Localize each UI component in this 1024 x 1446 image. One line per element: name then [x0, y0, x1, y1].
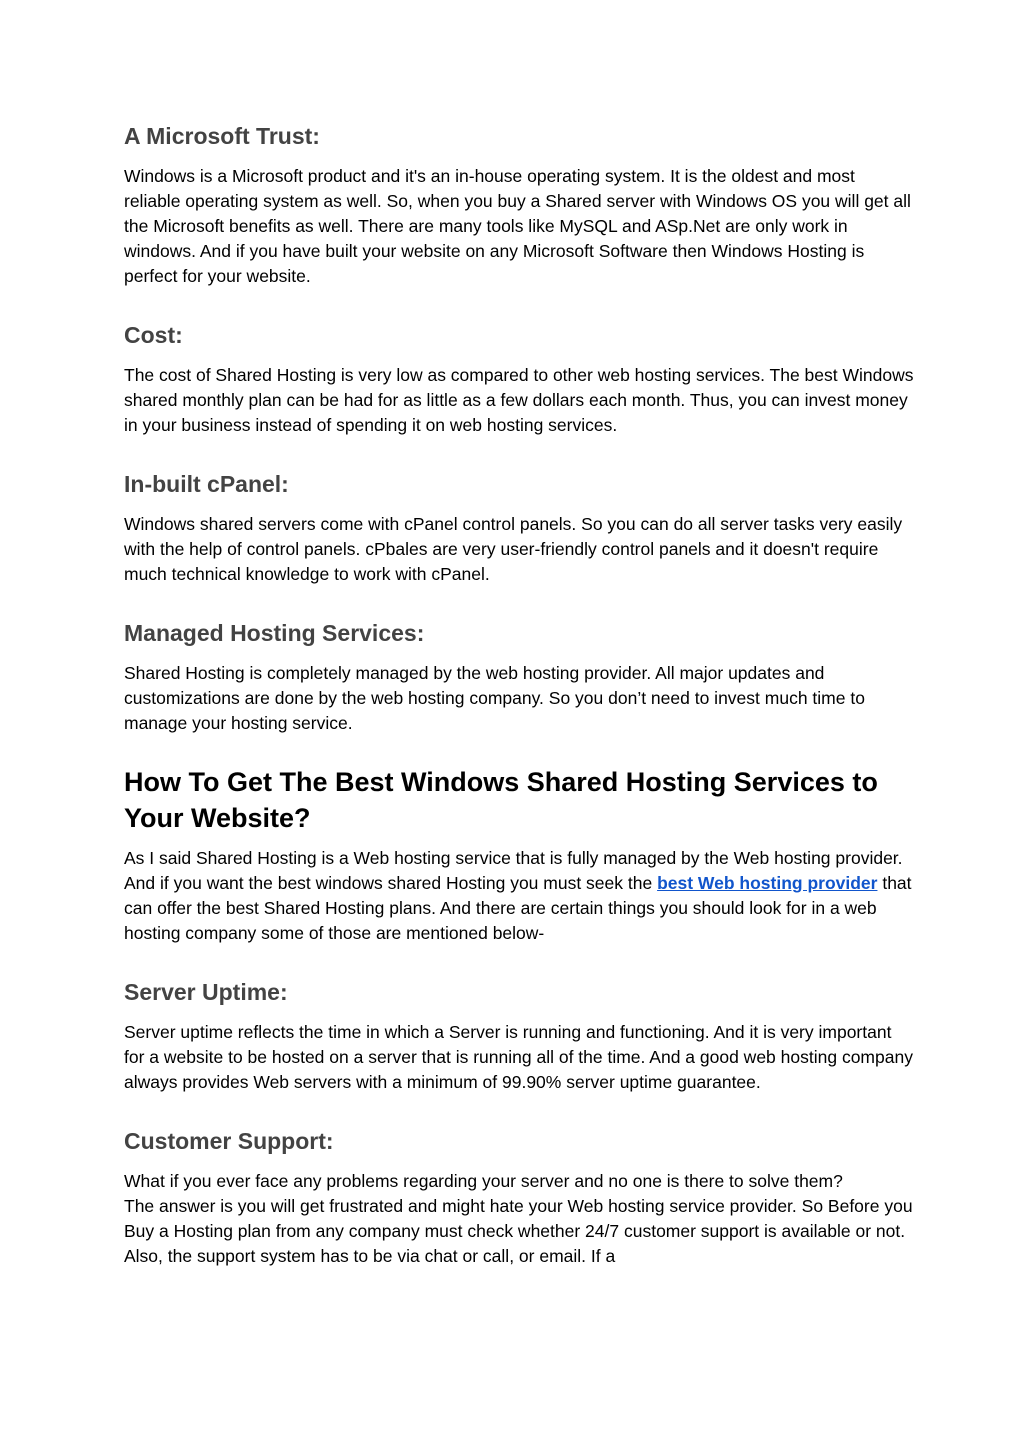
section-body: What if you ever face any problems regarding your server and no one is there to solve them? — [124, 1171, 843, 1191]
section-heading: Server Uptime: — [124, 979, 288, 1005]
section-heading: Managed Hosting Services: — [124, 620, 425, 646]
section-body: Windows is a Microsoft product and it's an in-house operating system. It is the oldest and most reliable operating system as well. So, when you buy a Shared server with Windows OS you will get all the Microsoft benefits as well. There are many tools like MySQL and ASp.Net are only work in windows. And if you have built your website on any Microsoft Software then Windows Hosting is perfect for your website. — [124, 166, 911, 286]
body-text: that can offer the best Shared Hosting plans. And there are certain things you should look for in a web hosting company some of those are mentioned below- — [124, 873, 912, 943]
section-body: Windows shared servers come with cPanel control panels. So you can do all server tasks very easily with the help of control panels. cPbales are very user-friendly control panels and it doesn't require much technical knowledge to work with cPanel. — [124, 514, 903, 584]
section-body: Shared Hosting is completely managed by the web hosting provider. All major updates and customizations are done by the web hosting company. So you don’t need to invest much time to manage your hosting service. — [124, 663, 865, 733]
section-managed-hosting — [124, 615, 914, 736]
section-best-hosting — [124, 764, 914, 946]
section-body: The answer is you will get frustrated and might hate your Web hosting service provider. So Before you Buy a Hosting plan from any company must check whether 24/7 customer support is available or not. Also, the support system has to be via chat or call, or email. If a — [124, 1196, 913, 1266]
document-content — [124, 118, 914, 1297]
best-web-hosting-provider-link[interactable]: best Web hosting provider — [657, 873, 878, 893]
section-body: The cost of Shared Hosting is very low as compared to other web hosting services. The best Windows shared monthly plan can be had for as little as a few dollars each month. Thus, you can invest money in your business instead of spending it on web hosting services. — [124, 365, 914, 435]
section-cpanel — [124, 466, 914, 587]
section-microsoft-trust — [124, 118, 914, 289]
section-heading: In-built cPanel: — [124, 471, 289, 497]
section-customer-support — [124, 1123, 914, 1269]
main-heading: How To Get The Best Windows Shared Hosting Services to Your Website? — [124, 767, 878, 833]
section-heading: Cost: — [124, 322, 183, 348]
section-heading: A Microsoft Trust: — [124, 123, 320, 149]
section-body: Server uptime reflects the time in which a Server is running and functioning. And it is very important for a website to be hosted on a server that is running all of the time. And a good web hosting company always provides Web servers with a minimum of 99.90% server uptime guarantee. — [124, 1022, 913, 1092]
body-text: As I said Shared Hosting is a Web hosting service that is fully managed by the Web hosting provider. And if you want the best windows shared Hosting you must seek the — [124, 848, 903, 893]
section-heading: Customer Support: — [124, 1128, 334, 1154]
section-body — [124, 846, 914, 946]
section-server-uptime — [124, 974, 914, 1095]
section-cost — [124, 317, 914, 438]
